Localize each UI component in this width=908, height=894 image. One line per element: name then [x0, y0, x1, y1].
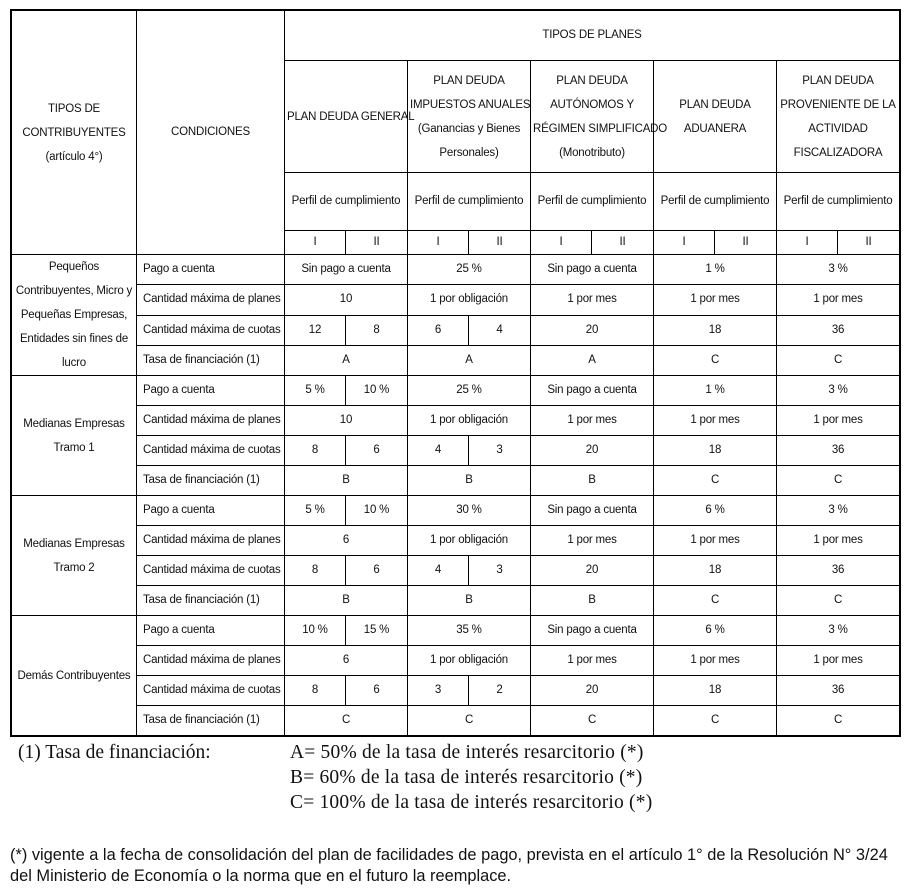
value-cell: 20	[531, 315, 654, 345]
value-cell: C	[408, 706, 531, 736]
condition-label: Tasa de financiación (1)	[137, 345, 285, 375]
condition-label: Pago a cuenta	[137, 376, 285, 406]
value-cell-i: 8	[285, 676, 346, 706]
value-cell: C	[654, 345, 777, 375]
perfil-header-5: Perfil de cumplimiento	[777, 173, 900, 231]
value-cell: 1 por obligación	[408, 406, 531, 436]
validity-note: (*) vigente a la fecha de consolidación del plan de facilidades de pago, prevista en el artículo 1° de la Resolución N° 3/24 del Ministerio de Economía o la norma que en el futuro la reemplace.	[10, 846, 888, 885]
value-cell: C	[777, 466, 900, 496]
value-cell: C	[654, 706, 777, 736]
value-cell-i: 10 %	[285, 616, 346, 646]
value-cell: 20	[531, 676, 654, 706]
value-cell-ii: 8	[346, 315, 408, 345]
perfil-ii-1: II	[346, 231, 408, 255]
value-cell-ii: 4	[469, 315, 531, 345]
value-cell: 30 %	[408, 496, 531, 526]
condition-label: Pago a cuenta	[137, 255, 285, 285]
value-cell-ii: 6	[346, 436, 408, 466]
value-cell: 1 por mes	[654, 526, 777, 556]
perfil-ii-3: II	[592, 231, 654, 255]
table-row	[12, 676, 900, 706]
value-cell: 36	[777, 315, 900, 345]
value-cell: 1 por obligación	[408, 526, 531, 556]
value-cell-ii: 3	[469, 556, 531, 586]
value-cell: A	[531, 345, 654, 375]
value-cell: 6	[285, 646, 408, 676]
value-cell-i: 8	[285, 436, 346, 466]
value-cell: C	[285, 706, 408, 736]
value-cell-ii: 15 %	[346, 616, 408, 646]
value-cell: A	[285, 345, 408, 375]
perfil-header-2: Perfil de cumplimiento	[408, 173, 531, 231]
value-cell-i: 4	[408, 556, 469, 586]
condition-label: Tasa de financiación (1)	[137, 466, 285, 496]
value-cell-i: 3	[408, 676, 469, 706]
value-cell: 18	[654, 315, 777, 345]
value-cell: 1 %	[654, 376, 777, 406]
perfil-i-2: I	[408, 231, 469, 255]
value-cell: C	[777, 345, 900, 375]
value-cell-i: 6	[408, 315, 469, 345]
value-cell: B	[285, 466, 408, 496]
value-cell: 10	[285, 406, 408, 436]
condition-label: Cantidad máxima de planes	[137, 406, 285, 436]
value-cell-i: 5 %	[285, 496, 346, 526]
value-cell: 18	[654, 436, 777, 466]
table-row	[12, 466, 900, 496]
value-cell: 1 por mes	[531, 526, 654, 556]
perfil-ii-4: II	[715, 231, 777, 255]
footnote-rate-b: B= 60% de la tasa de interés resarcitorio (*)	[290, 767, 643, 788]
table-row	[12, 646, 900, 676]
value-cell: 6 %	[654, 616, 777, 646]
group-name-4: Demás Contribuyentes	[12, 616, 137, 736]
value-cell: B	[285, 586, 408, 616]
value-cell: C	[654, 586, 777, 616]
condition-label: Cantidad máxima de cuotas	[137, 676, 285, 706]
table-row	[12, 315, 900, 345]
condition-label: Cantidad máxima de planes	[137, 526, 285, 556]
value-cell: 1 por mes	[654, 285, 777, 315]
value-cell: 36	[777, 436, 900, 466]
value-cell-i: 5 %	[285, 376, 346, 406]
header-condiciones: CONDICIONES	[137, 11, 285, 255]
perfil-i-3: I	[531, 231, 592, 255]
condition-label: Cantidad máxima de cuotas	[137, 556, 285, 586]
value-cell: 1 por obligación	[408, 285, 531, 315]
table-row	[12, 496, 900, 526]
table-row	[12, 255, 900, 285]
value-cell: C	[777, 706, 900, 736]
value-cell: Sin pago a cuenta	[531, 496, 654, 526]
group-name-3: Medianas Empresas Tramo 2	[12, 496, 137, 616]
value-cell: 1 por mes	[777, 646, 900, 676]
value-cell: 1 por mes	[654, 646, 777, 676]
perfil-i-1: I	[285, 231, 346, 255]
value-cell: C	[777, 586, 900, 616]
value-cell: 25 %	[408, 255, 531, 285]
value-cell: Sin pago a cuenta	[531, 255, 654, 285]
plan-header-2: PLAN DEUDA IMPUESTOS ANUALES (Ganancias y Bienes Personales)	[408, 61, 531, 173]
perfil-i-5: I	[777, 231, 838, 255]
value-cell: 36	[777, 556, 900, 586]
value-cell: Sin pago a cuenta	[531, 616, 654, 646]
value-cell: 3 %	[777, 616, 900, 646]
value-cell: 36	[777, 676, 900, 706]
header-tipos-contribuyentes: TIPOS DE CONTRIBUYENTES (artículo 4°)	[12, 11, 137, 255]
value-cell: 3 %	[777, 376, 900, 406]
footnote-label: (1) Tasa de financiación:	[18, 742, 211, 763]
value-cell-i: 8	[285, 556, 346, 586]
value-cell-i: 12	[285, 315, 346, 345]
group-name-2: Medianas Empresas Tramo 1	[12, 376, 137, 496]
value-cell: 20	[531, 436, 654, 466]
table-row	[12, 345, 900, 375]
value-cell: 1 por mes	[531, 285, 654, 315]
value-cell: A	[408, 345, 531, 375]
perfil-header-1: Perfil de cumplimiento	[285, 173, 408, 231]
value-cell: 1 por mes	[777, 406, 900, 436]
table-row	[12, 376, 900, 406]
value-cell: 18	[654, 676, 777, 706]
table-row	[12, 436, 900, 466]
value-cell: 25 %	[408, 376, 531, 406]
plan-header-5: PLAN DEUDA PROVENIENTE DE LA ACTIVIDAD FISCALIZADORA	[777, 61, 900, 173]
value-cell: 1 por mes	[531, 646, 654, 676]
table-row	[12, 406, 900, 436]
perfil-i-4: I	[654, 231, 715, 255]
value-cell: B	[408, 586, 531, 616]
condition-label: Tasa de financiación (1)	[137, 586, 285, 616]
footnote-rate-a: A= 50% de la tasa de interés resarcitorio (*)	[290, 742, 644, 763]
table-row	[12, 586, 900, 616]
condition-label: Cantidad máxima de cuotas	[137, 436, 285, 466]
perfil-ii-2: II	[469, 231, 531, 255]
plan-header-4: PLAN DEUDA ADUANERA	[654, 61, 777, 173]
condition-label: Tasa de financiación (1)	[137, 706, 285, 736]
value-cell: 6 %	[654, 496, 777, 526]
value-cell: 1 por mes	[654, 406, 777, 436]
value-cell-ii: 3	[469, 436, 531, 466]
value-cell: 1 %	[654, 255, 777, 285]
value-cell: 18	[654, 556, 777, 586]
value-cell: 1 por obligación	[408, 646, 531, 676]
table-row	[12, 706, 900, 736]
condition-label: Cantidad máxima de planes	[137, 285, 285, 315]
plan-header-1: PLAN DEUDA GENERAL	[285, 61, 408, 173]
value-cell: 3 %	[777, 496, 900, 526]
value-cell: C	[531, 706, 654, 736]
value-cell: 3 %	[777, 255, 900, 285]
value-cell: 10	[285, 285, 408, 315]
perfil-header-4: Perfil de cumplimiento	[654, 173, 777, 231]
value-cell-ii: 10 %	[346, 496, 408, 526]
table-row	[12, 556, 900, 586]
table-row	[12, 285, 900, 315]
value-cell: 20	[531, 556, 654, 586]
value-cell-ii: 2	[469, 676, 531, 706]
plans-table	[11, 10, 900, 736]
condition-label: Pago a cuenta	[137, 496, 285, 526]
condition-label: Cantidad máxima de cuotas	[137, 315, 285, 345]
table-row	[12, 616, 900, 646]
value-cell-ii: 6	[346, 676, 408, 706]
value-cell: C	[654, 466, 777, 496]
condition-label: Cantidad máxima de planes	[137, 646, 285, 676]
group-name-1: Pequeños Contribuyentes, Micro y Pequeñas Empresas, Entidades sin fines de lucro	[12, 255, 137, 376]
value-cell: B	[408, 466, 531, 496]
header-tipos-de-planes: TIPOS DE PLANES	[285, 11, 900, 61]
perfil-header-3: Perfil de cumplimiento	[531, 173, 654, 231]
perfil-ii-5: II	[838, 231, 900, 255]
value-cell: 6	[285, 526, 408, 556]
value-cell: 1 por mes	[777, 285, 900, 315]
plan-header-3: PLAN DEUDA AUTÓNOMOS Y RÉGIMEN SIMPLIFICADO (Monotributo)	[531, 61, 654, 173]
value-cell: B	[531, 586, 654, 616]
value-cell: Sin pago a cuenta	[531, 376, 654, 406]
value-cell: 35 %	[408, 616, 531, 646]
value-cell: B	[531, 466, 654, 496]
value-cell: Sin pago a cuenta	[285, 255, 408, 285]
footnote-rate-c: C= 100% de la tasa de interés resarcitorio (*)	[290, 792, 653, 813]
value-cell-i: 4	[408, 436, 469, 466]
value-cell: 1 por mes	[531, 406, 654, 436]
value-cell-ii: 10 %	[346, 376, 408, 406]
table-row	[12, 526, 900, 556]
value-cell: 1 por mes	[777, 526, 900, 556]
value-cell-ii: 6	[346, 556, 408, 586]
condition-label: Pago a cuenta	[137, 616, 285, 646]
